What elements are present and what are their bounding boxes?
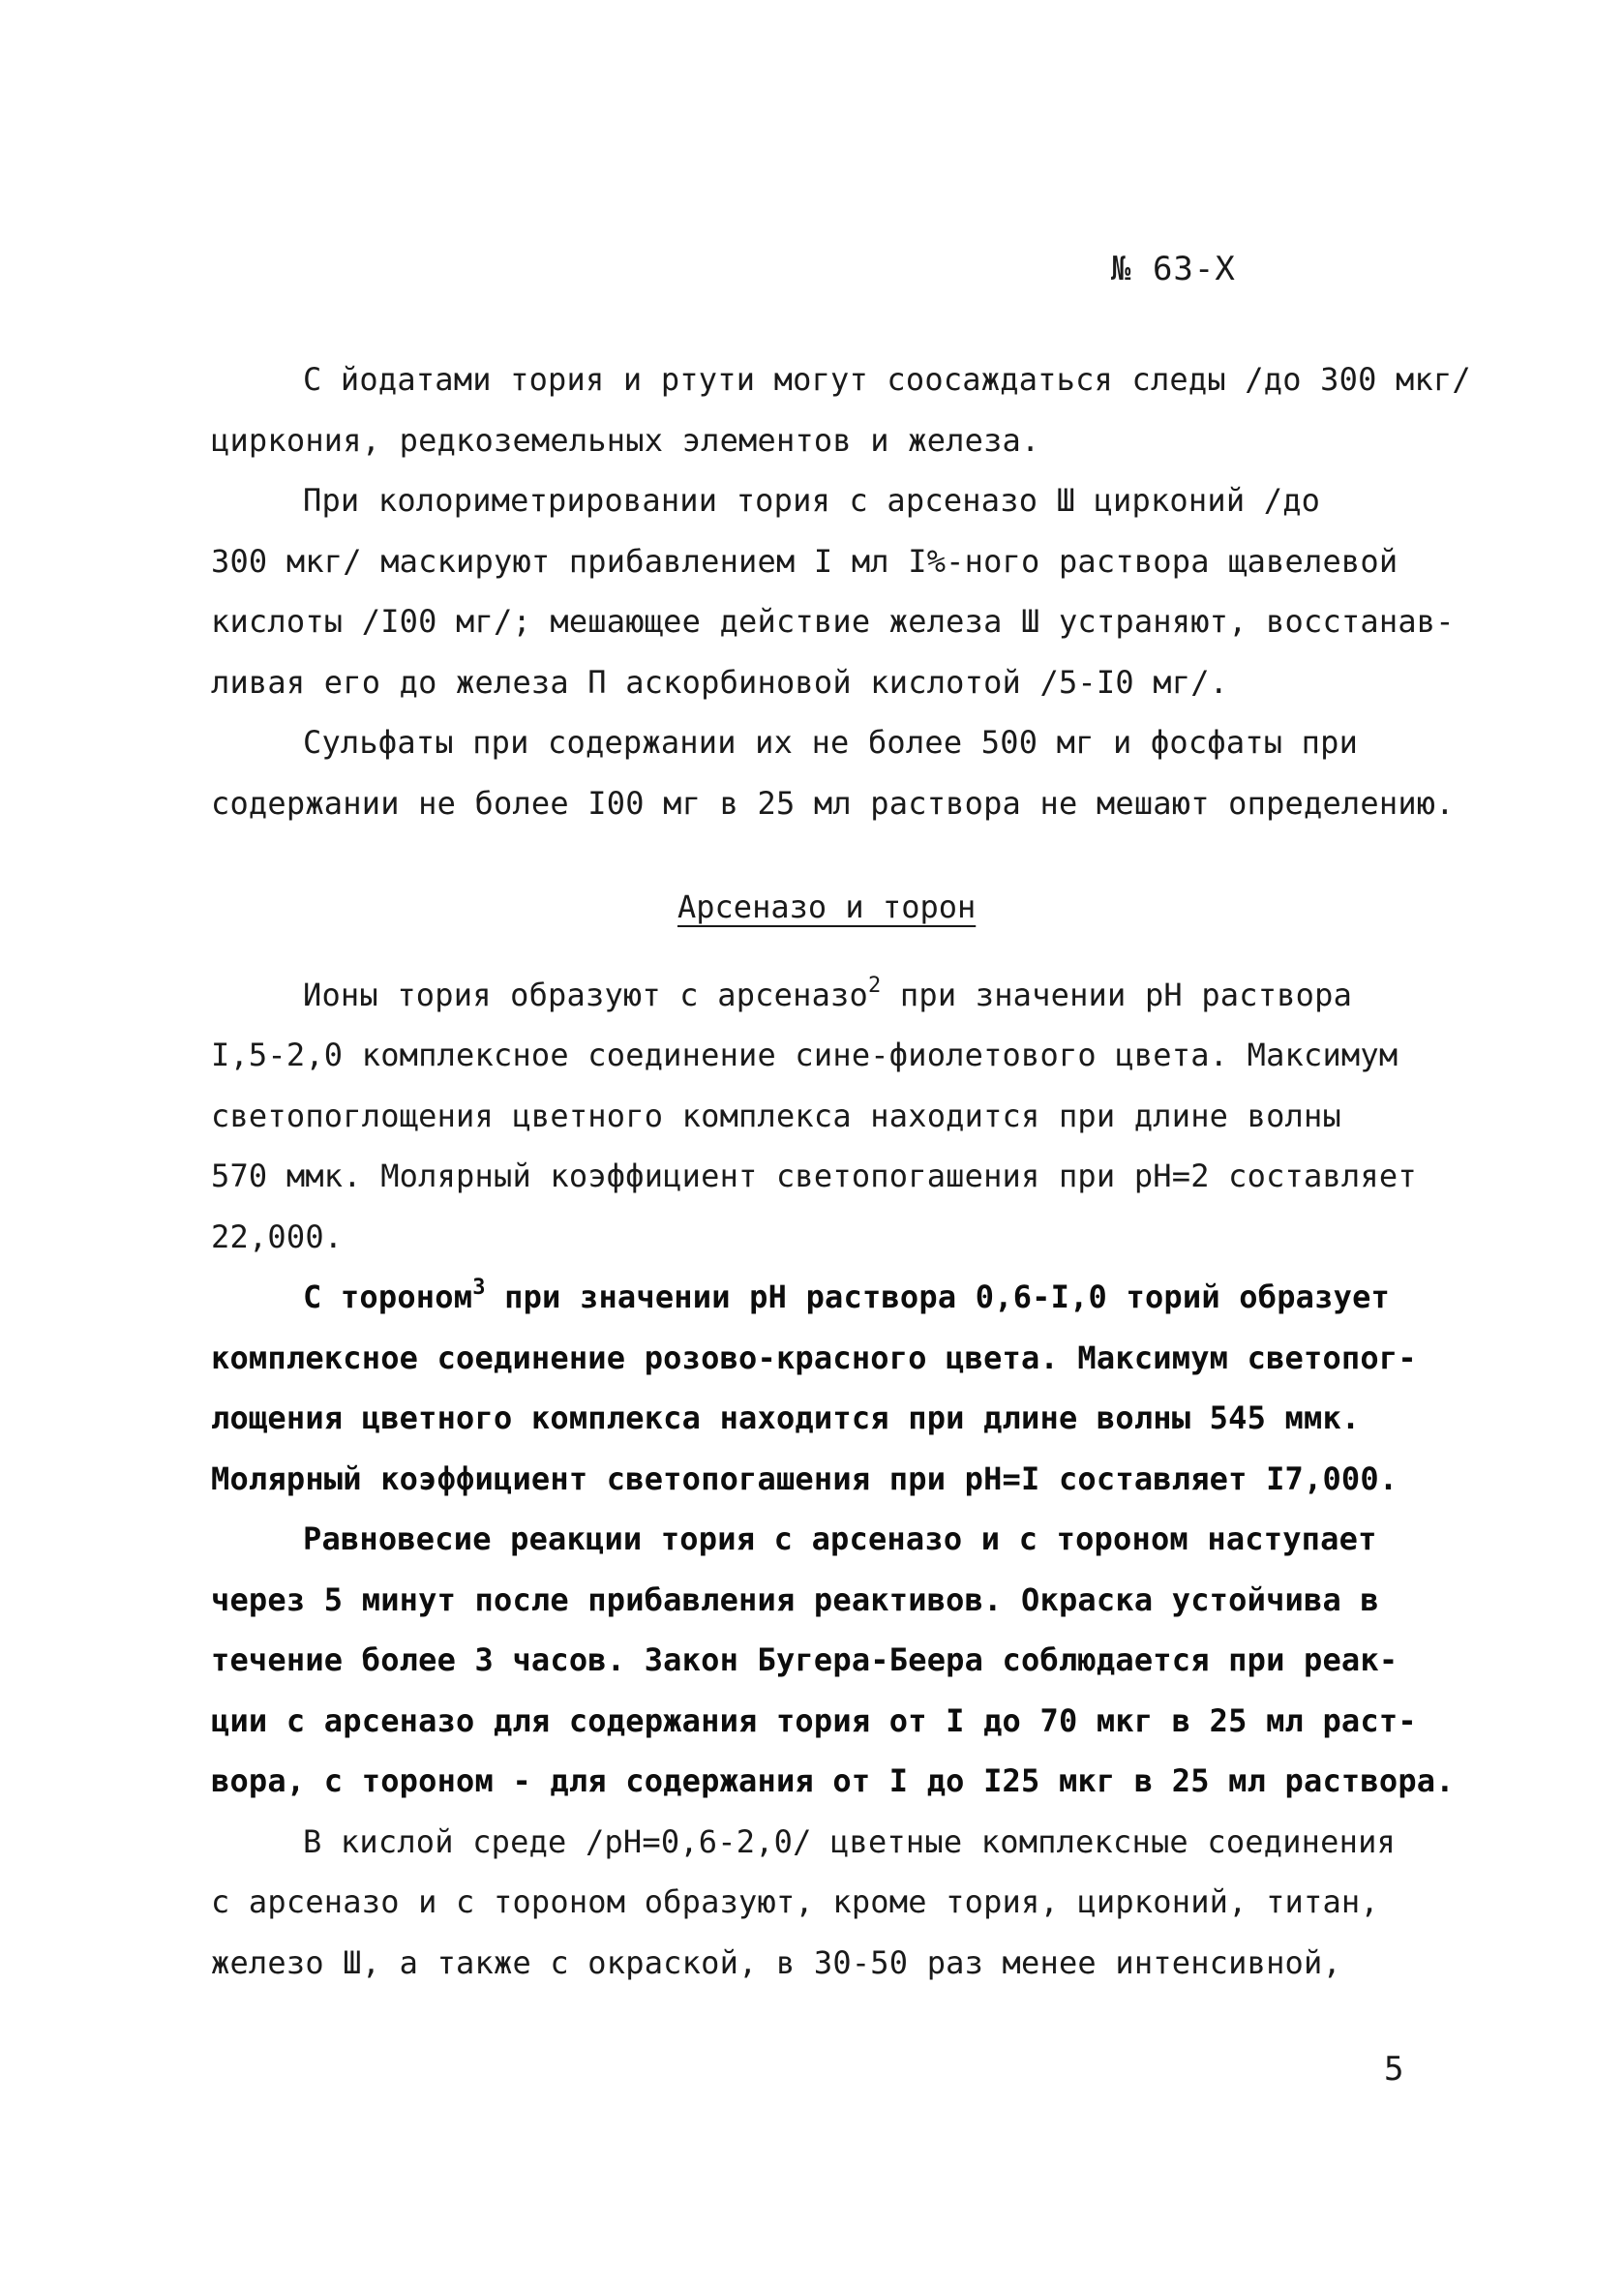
text-line: Сульфаты при содержании их не более 500 мг и фосфаты при bbox=[303, 724, 1359, 761]
text-segment: Ионы тория образуют с арсеназо bbox=[303, 977, 868, 1013]
text-line: с арсеназо и с тороном образуют, кроме тория, цирконий, титан, bbox=[211, 1883, 1379, 1920]
text-line: циркония, редкоземельных элементов и железа. bbox=[211, 422, 1040, 459]
text-line: При колориметрировании тория с арсеназо Ш цирконий /до bbox=[303, 482, 1321, 519]
text-line: содержании не более I00 мг в 25 мл раствора не мешают определению. bbox=[211, 785, 1455, 822]
text-line: С йодатами тория и ртути могут соосаждаться следы /до 300 мкг/ bbox=[303, 361, 1471, 398]
text-line bbox=[303, 976, 1352, 1014]
footnote-ref: 3 bbox=[472, 1276, 486, 1300]
text-line: течение более 3 часов. Закон Бугера-Беера соблюдается при реак- bbox=[211, 1641, 1398, 1678]
text-line bbox=[303, 1278, 1390, 1316]
text-line: 300 мкг/ маскируют прибавлением I мл I%-ного раствора щавелевой bbox=[211, 543, 1398, 580]
text-line: Молярный коэффициент светопогашения при pH=I составляет I7,000. bbox=[211, 1460, 1398, 1497]
text-line: Равновесие реакции тория с арсеназо и с тороном наступает bbox=[303, 1520, 1377, 1557]
text-line: через 5 минут после прибавления реактивов. Окраска устойчива в bbox=[211, 1581, 1379, 1618]
text-line: 570 ммк. Молярный коэффициент светопогашения при pH=2 составляет bbox=[211, 1158, 1417, 1194]
footnote-ref: 2 bbox=[867, 974, 882, 998]
text-line: ции с арсеназо для содержания тория от I до 70 мкг в 25 мл раст- bbox=[211, 1702, 1417, 1739]
page-number: 5 bbox=[1384, 2050, 1404, 2089]
text-line: В кислой среде /pH=0,6-2,0/ цветные комплексные соединения bbox=[303, 1823, 1397, 1860]
text-line: железо Ш, а также с окраской, в 30-50 раз менее интенсивной, bbox=[211, 1944, 1341, 1981]
text-line: ливая его до железа П аскорбиновой кислотой /5-I0 мг/. bbox=[211, 664, 1229, 701]
text-line: светопоглощения цветного комплекса находится при длине волны bbox=[211, 1098, 1341, 1134]
text-line: кислоты /I00 мг/; мешающее действие железа Ш устраняют, восстанав- bbox=[211, 603, 1455, 640]
section-heading: Арсеназо и торон bbox=[677, 888, 977, 925]
document-number: № 63-Х bbox=[1111, 250, 1236, 288]
text-segment: С тороном bbox=[303, 1278, 473, 1315]
text-line: 22,000. bbox=[211, 1218, 344, 1255]
text-line: комплексное соединение розово-красного цвета. Максимум светопог- bbox=[211, 1339, 1417, 1376]
text-line: вора, с тороном - для содержания от I до I25 мкг в 25 мл раствора. bbox=[211, 1762, 1455, 1799]
text-line: лощения цветного комплекса находится при длине волны 545 ммк. bbox=[211, 1399, 1361, 1436]
text-segment: при значении pH раствора 0,6-I,0 торий образует bbox=[485, 1278, 1391, 1315]
text-line: I,5-2,0 комплексное соединение сине-фиолетового цвета. Максимум bbox=[211, 1037, 1398, 1073]
text-segment: при значении pH раствора bbox=[881, 977, 1353, 1013]
